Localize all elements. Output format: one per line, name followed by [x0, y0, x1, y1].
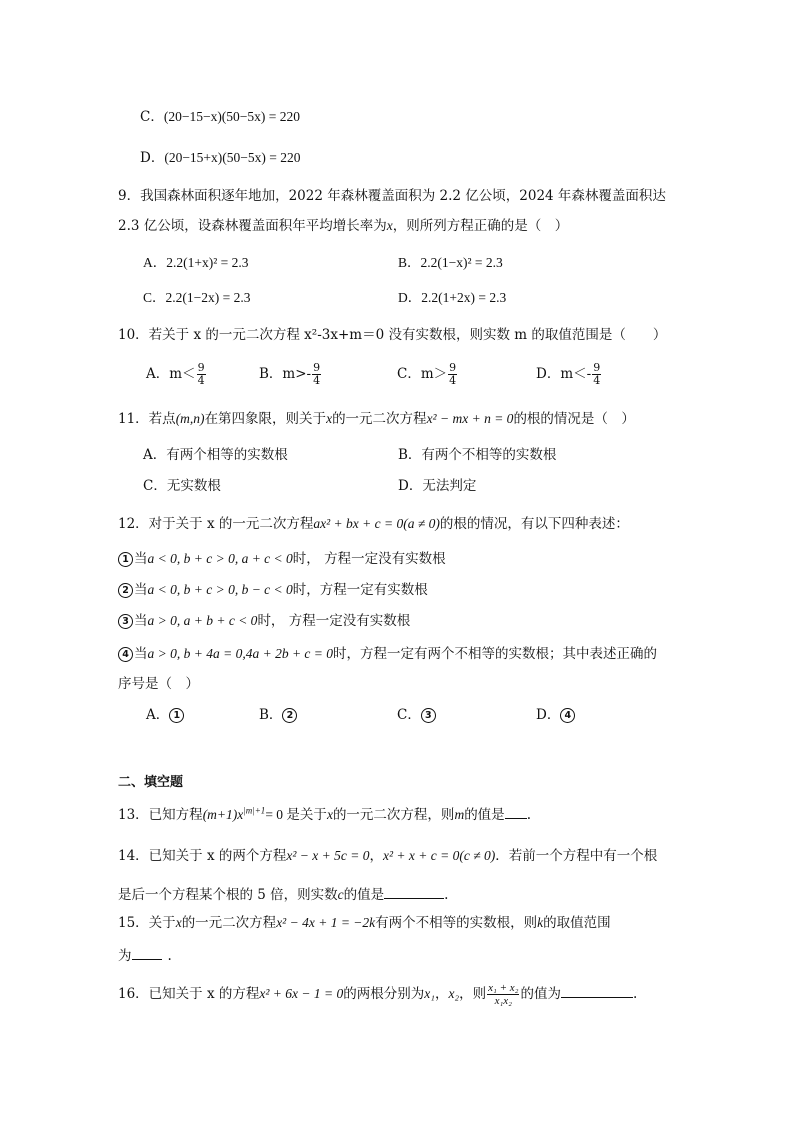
q13-answer-blank[interactable] [505, 804, 527, 819]
q10-stem: 10．若关于 x 的一元二次方程 x²-3x+m＝0 没有实数根，则实数 m 的取值范围是（ ） [118, 327, 667, 343]
q15-equation: x² − 4x + 1 = −2k [276, 915, 376, 930]
q16-fraction [487, 982, 519, 1007]
q13-a: 13．已知方程 [118, 807, 203, 823]
q15-b: 的一元二次方程 [181, 915, 277, 931]
q12-statement-1 [118, 549, 446, 569]
q13-var-m: m [454, 807, 465, 822]
q10-option-d-label: D．m＜- [536, 366, 592, 382]
q13-equation: (m+1)x [202, 807, 244, 822]
q12-stem-a: 12．对于关于 x 的一元二次方程 [118, 516, 314, 532]
q16-equation: x² + 6x − 1 = 0 [259, 986, 344, 1001]
q16 [118, 982, 637, 1007]
q12-s3-condition: a > 0, a + b + c < 0 [147, 613, 258, 628]
q11-equation: x² − mx + n = 0 [426, 411, 514, 426]
q11-stem-a: 11．若点 [118, 411, 176, 427]
circled-number-3: 3 [421, 708, 436, 723]
q12-s1-a: 当 [134, 551, 148, 567]
q15-answer-blank[interactable] [132, 945, 162, 960]
q9-var-x: x [386, 218, 393, 233]
q12-statement-4-cont: 序号是（ ） [118, 676, 199, 692]
fraction-numerator: x₁ + x₂ [488, 982, 519, 994]
q15-period: . [167, 948, 172, 964]
q10-option-c-fraction [448, 362, 457, 387]
q14-equation-1: x² − x + 5c = 0 [286, 848, 370, 863]
q12-option-b-label: B． [259, 707, 283, 723]
q9-stem-line1: 9．我国森林面积逐年地加，2022 年森林覆盖面积为 2.2 亿公顷，2024 年森林覆盖面积达 [118, 188, 666, 204]
q11-stem-d: 的根的情况是（ ） [513, 411, 635, 427]
q15-var-k: k [537, 915, 544, 930]
q12-equation: ax² + bx + c = 0(a ≠ 0) [313, 516, 440, 531]
q15-a: 15．关于 [118, 915, 176, 931]
q12-option-a-label: A． [146, 707, 170, 723]
q16-separator: ， [434, 986, 449, 1002]
q12-s4-a: 当 [134, 646, 148, 662]
q15-line2-a: 为 [118, 948, 132, 964]
q12-s2-condition: a < 0, b + c > 0, b − c < 0 [147, 582, 293, 597]
circled-number-1: 1 [169, 708, 184, 723]
q11-point: (m,n) [175, 411, 205, 426]
q9-option-a: A．2.2(1+x)² = 2.3 [143, 255, 249, 270]
q12-s2-a: 当 [134, 582, 148, 598]
q12-s2-b: 时，方程一定有实数根 [292, 582, 428, 598]
q12-statement-3 [118, 611, 410, 631]
circled-number-1: 1 [118, 552, 133, 567]
fraction-denominator: x₁x₂ [494, 995, 512, 1007]
q11-stem-c: 的一元二次方程 [332, 411, 427, 427]
q16-period: . [632, 986, 638, 1002]
q12-option-d-label: D． [536, 707, 561, 723]
q12-stem [118, 514, 629, 534]
q13-period: . [526, 807, 531, 823]
q11-stem [118, 409, 635, 429]
fraction-denominator: 4 [593, 374, 601, 387]
q10-option-d [536, 362, 602, 387]
q13-var-x: x [326, 807, 333, 822]
q16-var-x1: x₁ [424, 986, 435, 1001]
q13-c: 的一元二次方程，则 [332, 807, 455, 823]
q12-s1-b: 时， 方程一定没有实数根 [292, 551, 446, 567]
circled-number-4: 4 [560, 708, 575, 723]
circled-number-2: 2 [118, 583, 133, 598]
q14-separator: ， [369, 848, 383, 864]
circled-number-4: 4 [118, 647, 133, 662]
q16-b: 的两根分别为 [343, 986, 425, 1002]
q14-a: 14．已知关于 x 的两个方程 [118, 848, 287, 864]
q11-var-x: x [326, 411, 333, 426]
q12-stem-b: 的根的情况，有以下四种表述： [439, 516, 629, 532]
q8-option-c [140, 107, 300, 127]
q10-option-a [146, 362, 207, 387]
q10-option-b-label: B．m>- [259, 366, 312, 382]
fraction-numerator: 9 [449, 361, 457, 374]
q10-option-a-fraction [197, 362, 206, 387]
q12-statement-4 [118, 644, 657, 664]
q8-option-d [140, 148, 301, 168]
fraction-denominator: 4 [449, 374, 457, 387]
q13 [118, 804, 531, 825]
q12-option-d [536, 705, 576, 725]
q8-option-c-label: C． [140, 109, 164, 125]
q14-line2-a: 是后一个方程某个根的 5 倍，则实数 [118, 887, 338, 903]
q9-option-c: C．2.2(1−2x) = 2.3 [143, 290, 251, 305]
q14-var-c: c [337, 887, 344, 902]
q14-period: . [444, 887, 449, 903]
q10-option-d-fraction [592, 362, 601, 387]
q13-d: 的值是 [464, 807, 505, 823]
fraction-denominator: 4 [197, 374, 205, 387]
q16-c: ，则 [459, 986, 487, 1002]
q11-stem-b: 在第四象限，则关于 [204, 411, 327, 427]
q9-option-d: D．2.2(1+2x) = 2.3 [398, 290, 507, 305]
fraction-denominator: 4 [313, 374, 321, 387]
q12-s4-condition: a > 0, b + 4a = 0,4a + 2b + c = 0 [147, 646, 334, 661]
q12-s3-b: 时， 方程一定没有实数根 [257, 613, 411, 629]
q11-option-c: C．无实数根 [143, 478, 221, 494]
q15-line2 [118, 945, 172, 966]
q14-line1 [118, 846, 657, 866]
q11-option-d: D．无法判定 [398, 478, 477, 494]
q12-option-a [146, 705, 185, 725]
q12-s3-a: 当 [134, 613, 148, 629]
q10-option-b-fraction [312, 362, 321, 387]
circled-number-2: 2 [282, 708, 297, 723]
q15-line1 [118, 913, 611, 933]
q16-var-x2: x₂ [448, 986, 460, 1001]
q12-option-b [259, 705, 298, 725]
q12-option-c [397, 705, 437, 725]
q11-option-b: B．有两个不相等的实数根 [398, 447, 557, 463]
q13-b: = 0 是关于 [265, 807, 327, 822]
q9-stem-line2 [118, 216, 568, 236]
q12-option-c-label: C． [397, 707, 421, 723]
q14-equation-2: x² + x + c = 0(c ≠ 0) [382, 848, 496, 863]
q12-statement-2 [118, 580, 428, 600]
q8-option-c-expr: (20−15−x)(50−5x) = 220 [163, 109, 301, 124]
q12-s4-b: 时，方程一定有两个不相等的实数根；其中表述正确的 [333, 646, 658, 662]
q13-exponent: |m|+1 [243, 805, 266, 816]
q15-var-x: x [175, 915, 182, 930]
q8-option-d-expr: (20−15+x)(50−5x) = 220 [164, 150, 301, 165]
q16-a: 16．已知关于 x 的方程 [118, 986, 260, 1002]
fraction-numerator: 9 [593, 361, 601, 374]
fraction-numerator: 9 [313, 361, 321, 374]
q16-d: 的值为 [520, 986, 561, 1002]
q10-option-a-label: A．m＜ [146, 366, 196, 382]
q8-option-d-label: D． [140, 150, 165, 166]
fraction-numerator: 9 [197, 361, 205, 374]
q9-stem-line2-a: 2.3 亿公顷，设森林覆盖面积年平均增长率为 [118, 218, 387, 234]
q9-stem-line2-b: ，则所列方程正确的是（ ） [392, 218, 569, 234]
circled-number-3: 3 [118, 614, 133, 629]
q10-option-c-label: C．m＞ [397, 366, 448, 382]
q14-line2-b: 的值是 [343, 887, 385, 903]
q15-c: 有两个不相等的实数根，则 [375, 915, 538, 931]
q14-line2 [118, 884, 448, 905]
q14-answer-blank[interactable] [384, 884, 444, 899]
q10-option-c [397, 362, 458, 387]
q10-option-b [259, 362, 322, 387]
q12-s1-condition: a < 0, b + c > 0, a + c < 0 [147, 551, 293, 566]
section-title-fill-in: 二、填空题 [118, 775, 184, 790]
q11-option-a: A．有两个相等的实数根 [143, 447, 288, 463]
q14-b: ．若前一个方程中有一个根 [495, 848, 658, 864]
q15-d: 的取值范围 [543, 915, 611, 931]
q16-answer-blank[interactable] [561, 983, 633, 998]
q9-option-b: B．2.2(1−x)² = 2.3 [398, 255, 503, 270]
